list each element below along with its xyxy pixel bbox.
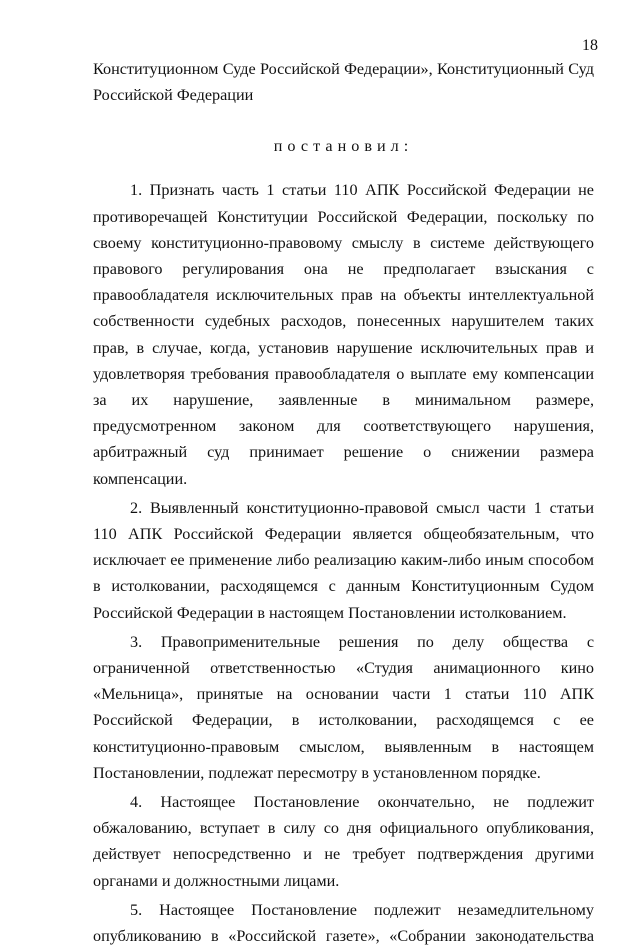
- paragraph-4: 4. Настоящее Постановление окончательно, не подлежит обжалованию, вступает в силу со дня официального опубликования, действует непосредственно и не требует подтверждения другими органами и должностными лицами.: [93, 793, 594, 890]
- decree-heading: постановил:: [273, 137, 414, 156]
- paragraph-2: 2. Выявленный конституционно-правовой смысл части 1 статьи 110 АПК Российской Федерации является общеобязательным, что исключает ее применение либо реализацию каким-либо иным способом в истолковании, расходящемся с данным Конституционным Судом Российской Федерации в настоящем Постановлении истолкованием.: [93, 498, 594, 622]
- paragraph-1: 1. Признать часть 1 статьи 110 АПК Российской Федерации не противоречащей Конституции Российской Федерации, поскольку по своему конституционно-правовому смыслу в системе действующего правового регулирования она не предполагает взыскания с правообладателя исключительных прав на объекты интеллектуальной собственности судебных расходов, понесенных нарушителем таких прав, в случае, когда, установив нарушение исключительных прав и удовлетворяя требования правообладателя о выплате ему компенсации за их нарушение, заявленные в минимальном размере, предусмотренном законом для соответствующего нарушения, арбитражный суд принимает решение о снижении размера компенсации.: [93, 181, 594, 488]
- paragraph-3: 3. Правоприменительные решения по делу общества с ограниченной ответственностью «Студия анимационного кино «Мельница», принятые на основании части 1 статьи 110 АПК Российской Федерации, в истолковании, расходящемся с ее конституционно-правовым смыслом, выявленным в настоящем Постановлении, подлежат пересмотру в установленном порядке.: [93, 632, 594, 782]
- intro-paragraph: Конституционном Суде Российской Федерации», Конституционный Суд Российской Федерации: [93, 60, 594, 105]
- paragraph-5: 5. Настоящее Постановление подлежит незамедлительному опубликованию в «Российской газете», «Собрании законодательства: [93, 900, 594, 946]
- document-body: [93, 56, 594, 949]
- page-number: 18: [582, 37, 598, 54]
